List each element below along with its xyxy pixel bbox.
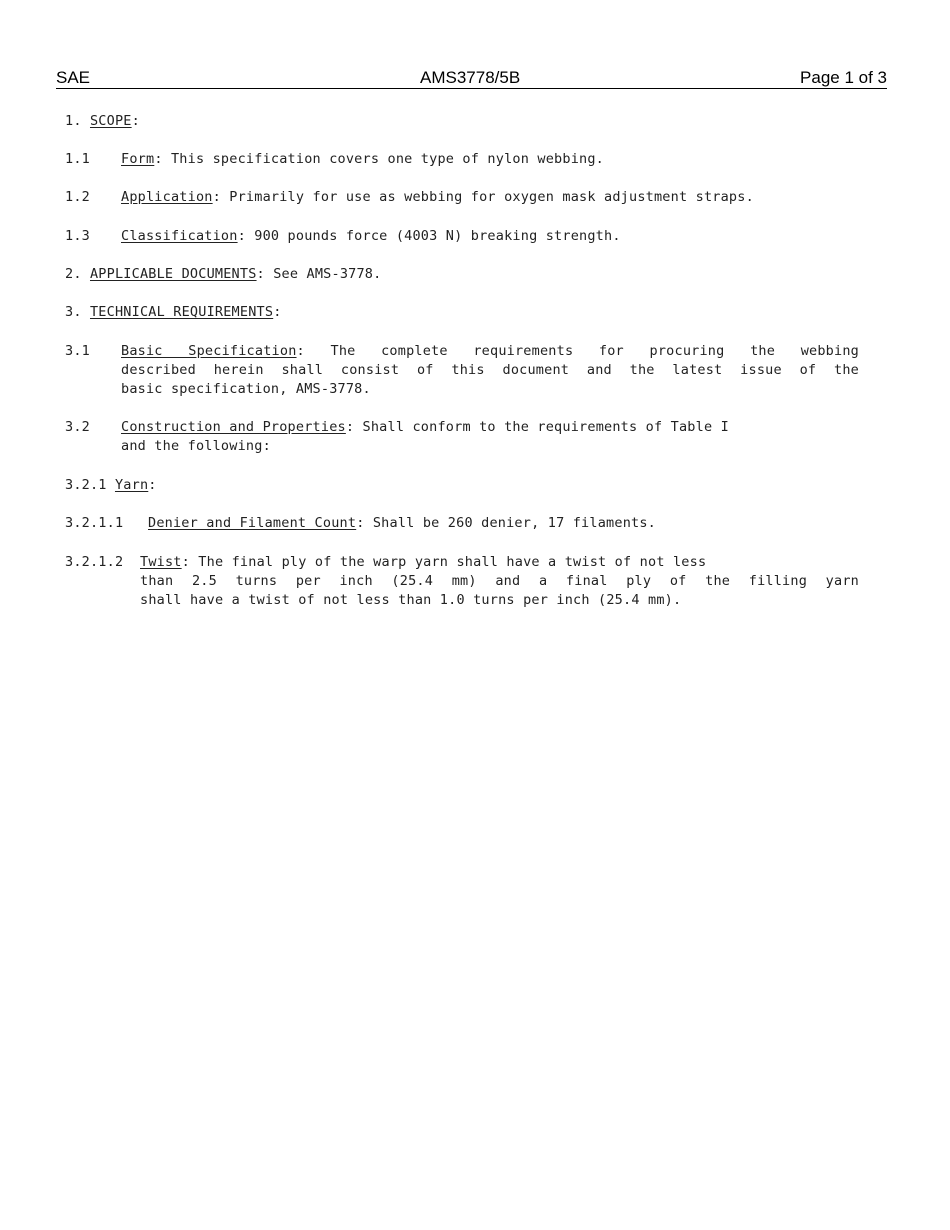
section-title: Denier and Filament Count: [148, 515, 357, 531]
section-suffix: :: [273, 304, 282, 320]
header-page-number: Page 1 of 3: [800, 68, 887, 87]
section-title: APPLICABLE DOCUMENTS: [89, 266, 257, 282]
section-2-heading: [65, 265, 381, 284]
section-3-1-line-2: described herein shall consist of this document and the latest issue of the: [121, 362, 859, 378]
section-title: Basic Specification: [121, 343, 297, 359]
section-title: Application: [121, 189, 213, 205]
section-text: : The complete requirements for procuring the webbing: [296, 343, 859, 359]
section-1-1-number: 1.1: [65, 151, 90, 167]
page-header: [56, 68, 887, 89]
section-3-1-line-3: basic specification, AMS-3778.: [121, 381, 371, 397]
section-3-2-line-2: and the following:: [121, 438, 271, 454]
section-1-2-text: [121, 188, 754, 207]
section-number: 2.: [65, 266, 82, 282]
section-3-2-1-2-line-2: than 2.5 turns per inch (25.4 mm) and a final ply of the filling yarn: [140, 573, 859, 589]
section-3-2-1-2-line-3: shall have a twist of not less than 1.0 turns per inch (25.4 mm).: [140, 592, 682, 608]
section-1-3-text: [121, 227, 621, 246]
section-text: : Primarily for use as webbing for oxygen mask adjustment straps.: [212, 189, 754, 205]
section-title: Twist: [140, 554, 182, 570]
section-3-2-1-1-number: 3.2.1.1: [65, 515, 124, 531]
section-3-1-line-1: [121, 342, 859, 361]
section-title: Yarn: [114, 477, 149, 493]
section-3-1-number: 3.1: [65, 343, 90, 359]
section-3-2-1-2-line-1: [140, 553, 706, 572]
section-text: : See AMS-3778.: [256, 266, 382, 282]
section-3-2-number: 3.2: [65, 419, 90, 435]
section-title: Form: [121, 151, 155, 167]
section-3-2-line-1: [121, 418, 729, 437]
section-text: : This specification covers one type of nylon webbing.: [154, 151, 605, 167]
section-title: Construction and Properties: [121, 419, 346, 435]
section-1-3-number: 1.3: [65, 228, 90, 244]
header-document-number: AMS3778/5B: [420, 68, 521, 87]
section-text: : Shall be 260 denier, 17 filaments.: [356, 515, 656, 531]
section-1-2-number: 1.2: [65, 189, 90, 205]
section-suffix: :: [148, 477, 157, 493]
section-text: : The final ply of the warp yarn shall have a twist of not less: [181, 554, 707, 570]
section-title: SCOPE: [89, 113, 132, 129]
section-text: : 900 pounds force (4003 N) breaking strength.: [237, 228, 621, 244]
section-1-1-text: [121, 150, 604, 169]
section-3-2-1-2-number: 3.2.1.2: [65, 554, 124, 570]
section-3-heading: [65, 303, 282, 322]
section-title: Classification: [121, 228, 238, 244]
section-number: 3.2.1: [65, 477, 107, 493]
section-number: 3.: [65, 304, 82, 320]
section-title: TECHNICAL REQUIREMENTS: [89, 304, 274, 320]
section-3-2-1-1-text: [148, 514, 656, 533]
section-text: : Shall conform to the requirements of Table I: [345, 419, 729, 435]
section-suffix: :: [131, 113, 140, 129]
section-3-2-1-heading: [65, 476, 157, 495]
header-organization: SAE: [56, 68, 91, 87]
section-1-heading: [65, 112, 140, 131]
section-number: 1.: [65, 113, 82, 129]
